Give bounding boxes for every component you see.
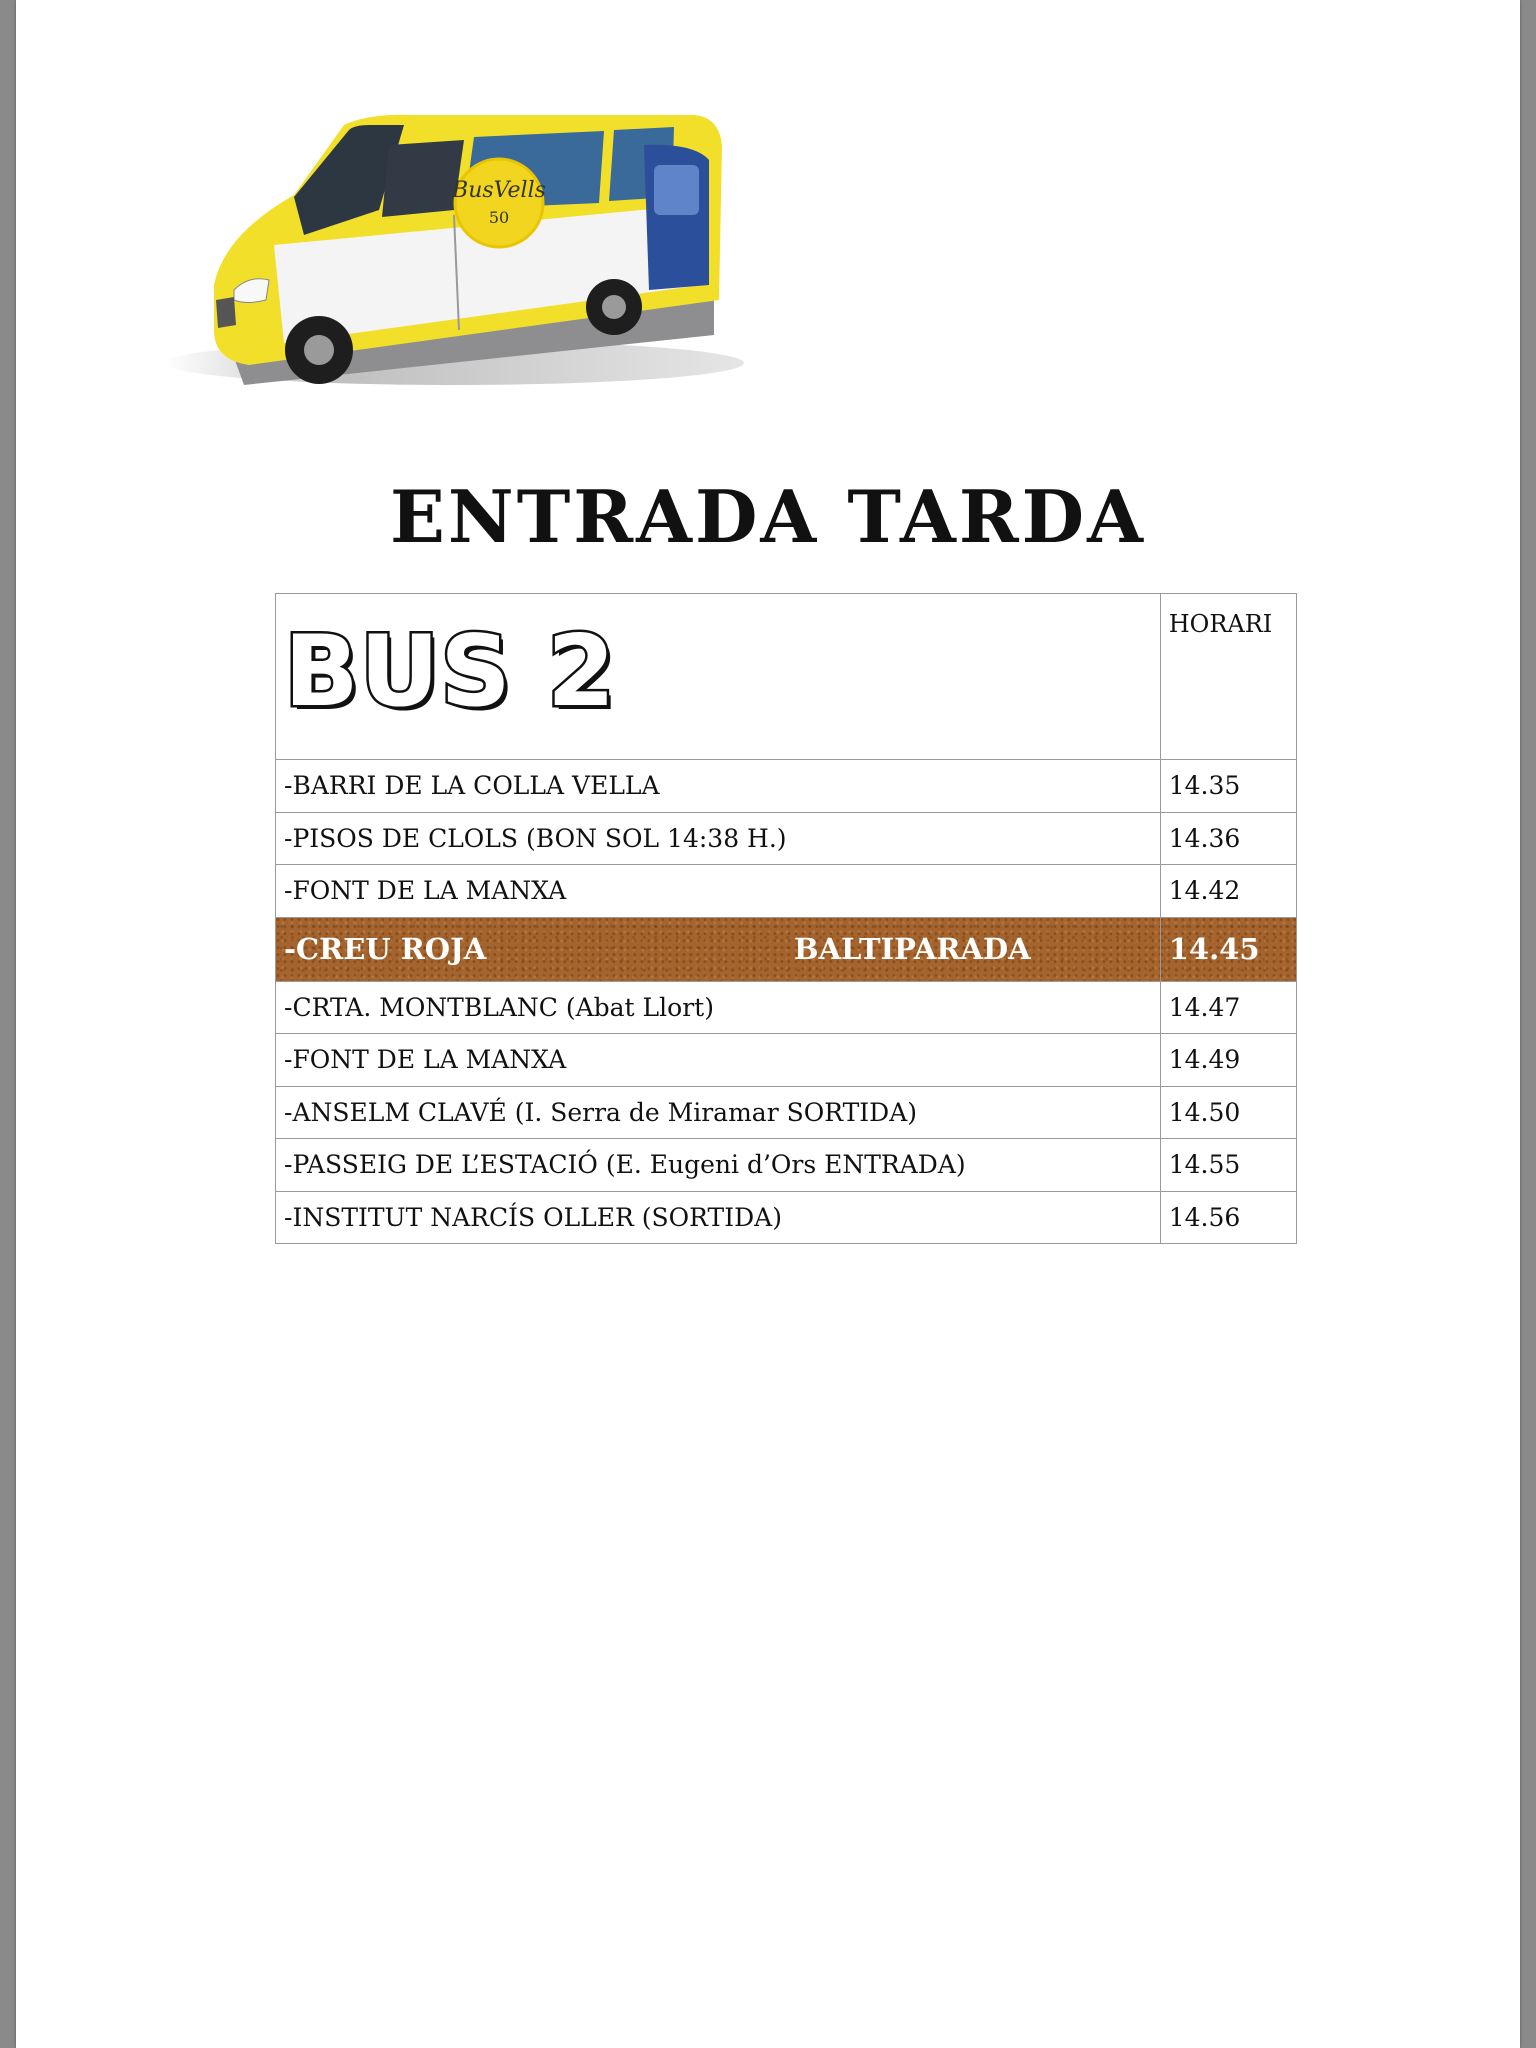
stop-time: 14.35 (1160, 760, 1296, 813)
bus-label: BUS 2 (284, 615, 617, 729)
stop-name: -BARRI DE LA COLLA VELLA (276, 760, 1161, 813)
svg-text:50: 50 (488, 208, 510, 227)
bus-schedule-table (275, 593, 1297, 1244)
stop-time: 14.49 (1160, 1034, 1296, 1087)
stop-name: -FONT DE LA MANXA (276, 1034, 1161, 1087)
busvells-logo-text: BusVells (452, 178, 546, 203)
stop-name: -ANSELM CLAVÉ (I. Serra de Miramar SORTIDA) (276, 1086, 1161, 1139)
stop-name-highlighted (276, 917, 1161, 981)
stop-time: 14.45 (1160, 917, 1296, 981)
stop-time: 14.36 (1160, 812, 1296, 865)
table-row (276, 812, 1297, 865)
stop-time: 14.50 (1160, 1086, 1296, 1139)
stop-time: 14.55 (1160, 1139, 1296, 1192)
table-row (276, 760, 1297, 813)
stop-name: -CRTA. MONTBLANC (Abat Llort) (276, 981, 1161, 1034)
stop-time: 14.42 (1160, 865, 1296, 918)
horari-header-cell (1160, 594, 1296, 760)
stop-name: -PISOS DE CLOLS (BON SOL 14:38 H.) (276, 812, 1161, 865)
table-row (276, 1086, 1297, 1139)
stop-name: -CREU ROJA (284, 932, 487, 966)
stop-name: -FONT DE LA MANXA (276, 865, 1161, 918)
stop-secondary-label: BALTIPARADA (794, 932, 1031, 966)
table-row (276, 1034, 1297, 1087)
highlighted-table-row (276, 917, 1297, 981)
bus-label-cell (276, 594, 1161, 760)
table-row (276, 1139, 1297, 1192)
table-row (276, 1191, 1297, 1244)
page-title: ENTRADA TARDA (390, 474, 1146, 559)
document-page (16, 0, 1520, 2048)
table-row (276, 981, 1297, 1034)
stop-name: -INSTITUT NARCÍS OLLER (SORTIDA) (276, 1191, 1161, 1244)
table-row (276, 865, 1297, 918)
stop-time: 14.56 (1160, 1191, 1296, 1244)
table-header-row (276, 594, 1297, 760)
stop-time: 14.47 (1160, 981, 1296, 1034)
horari-label: HORARI (1168, 610, 1273, 638)
stop-name: -PASSEIG DE L’ESTACIÓ (E. Eugeni d’Ors ENTRADA) (276, 1139, 1161, 1192)
minibus-illustration (154, 85, 754, 395)
